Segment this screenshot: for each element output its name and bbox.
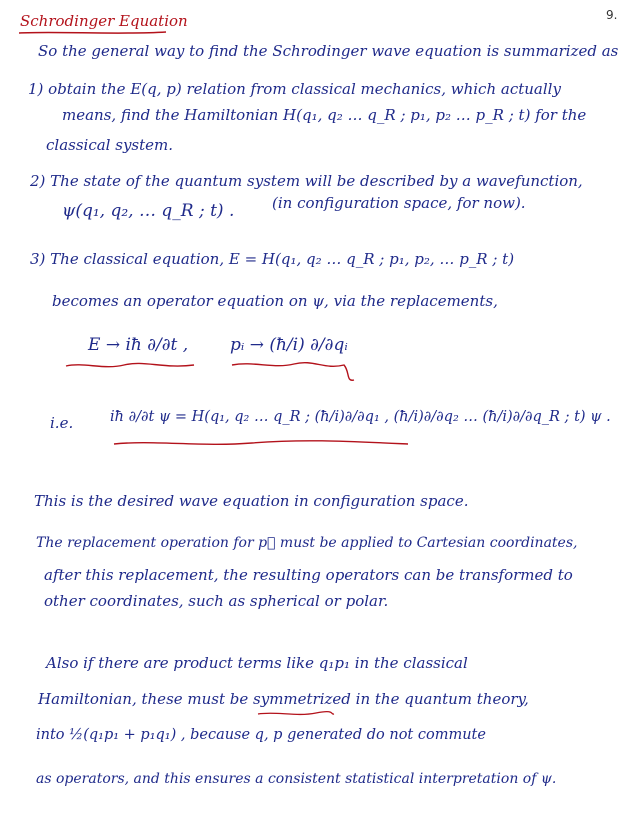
wave-equation-underline [112, 438, 412, 448]
step2-line1: 2) The state of the quantum system will be described by a wavefunction, [30, 172, 583, 190]
symmetrized-underline [256, 710, 336, 718]
para2-line3: into ½(q₁p₁ + p₁q₁) , because q, p generated do not commute [36, 727, 486, 743]
wave-equation: iħ ∂/∂t ψ = H(q₁, q₂ … q_R ; (ħ/i)∂/∂q₁ , (ħ/i)∂/∂q₂ … (ħ/i)∂/∂q_R ; t) ψ . [110, 409, 611, 425]
intro-text: So the general way to find the Schrodinger wave equation is summarized as [38, 42, 619, 60]
para1-line3: after this replacement, the resulting operators can be transformed to [44, 566, 573, 584]
ie-label: i.e. [50, 414, 74, 432]
replacement-momentum: pᵢ → (ħ/i) ∂/∂qᵢ [230, 335, 348, 355]
para1-line2: The replacement operation for p⃗ must be applied to Cartesian coordinates, [36, 535, 578, 551]
step1-line3: classical system. [46, 136, 174, 154]
step1-line1: 1) obtain the E(q, p) relation from classical mechanics, which actually [28, 80, 561, 98]
para2-line1: Also if there are product terms like q₁p₁ in the classical [46, 654, 468, 672]
para2-line2: Hamiltonian, these must be symmetrized in the quantum theory, [38, 690, 529, 708]
replacement-energy: E → iħ ∂/∂t , [88, 335, 189, 355]
para1-line1: This is the desired wave equation in configuration space. [34, 492, 469, 510]
page-number: 9. [606, 8, 618, 22]
para2-line4: as operators, and this ensures a consistent statistical interpretation of ψ. [36, 771, 557, 787]
title-underline [18, 30, 168, 36]
step3-line2: becomes an operator equation on ψ, via the replacements, [52, 292, 498, 310]
replacement-underline [64, 360, 364, 386]
page-title: Schrodinger Equation [20, 12, 188, 30]
step3-line1: 3) The classical equation, E = H(q₁, q₂ … q_R ; p₁, p₂, … p_R ; t) [30, 250, 515, 268]
step2-wavefunction: ψ(q₁, q₂, … q_R ; t) . [62, 201, 235, 221]
para1-line4: other coordinates, such as spherical or polar. [44, 592, 389, 610]
step2-note: (in configuration space, for now). [272, 194, 526, 212]
step1-line2: means, find the Hamiltonian H(q₁, q₂ … q_R ; p₁, p₂ … p_R ; t) for the [62, 106, 587, 124]
